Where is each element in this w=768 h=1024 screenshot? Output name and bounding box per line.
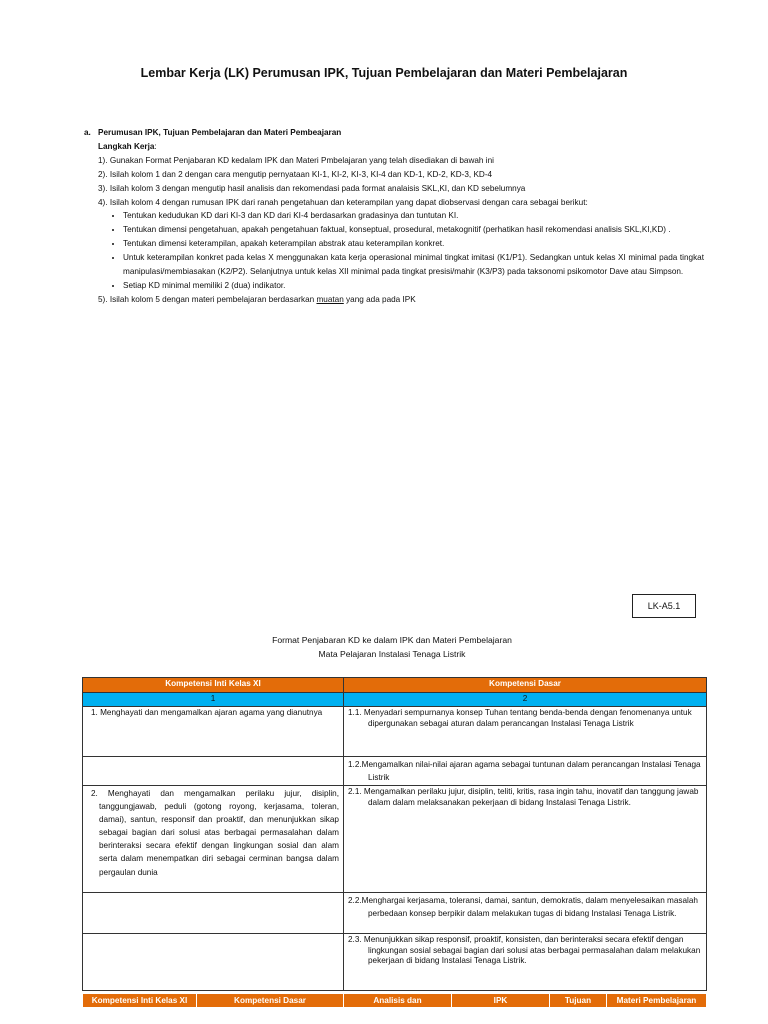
table-row	[83, 707, 707, 757]
bullet-item: • Tentukan dimensi pengetahuan, apakah pengetahuan faktual, konseptual, prosedural, metakognitif (perhatikan hasil rekomendasi analisis SKL,KI,KD) .	[123, 223, 704, 237]
bottom-header-ki: Kompetensi Inti Kelas XI	[83, 994, 197, 1008]
header-ki: Kompetensi Inti Kelas XI	[83, 678, 344, 693]
bullet-item: • Untuk keterampilan konkret pada kelas X menggunakan kata kerja operasional minimal tingkat imitasi (K1/P1). Sedangkan untuk kelas XI minimal pada tingkat manipulasi/membiasakan (K2/P2). Selanjutnya untuk kelas XII minimal pada tingkat presisi/mahir (K3/P3) pada taksonomi psikomotor Dave atau Simpson.	[123, 251, 704, 279]
format-title: Format Penjabaran KD ke dalam IPK dan Materi Pembelajaran	[272, 635, 512, 645]
step-5-underlined: muatan	[316, 294, 344, 304]
kd-text: 1.2.Mengamalkan nilai-nilai ajaran agama sebagai tuntunan dalam perancangan Instalasi Tenaga Listrik	[348, 760, 701, 782]
bottom-header-table	[82, 993, 707, 1008]
header-kd: Kompetensi Dasar	[344, 678, 707, 693]
bullet-item: • Tentukan kedudukan KD dari KI-3 dan KD dari KI-4 berdasarkan gradasinya dan tuntutan KI.	[123, 209, 704, 223]
kd-table	[82, 677, 707, 991]
column-number-2: 2	[344, 693, 707, 707]
bottom-header-analysis: Analisis dan	[344, 994, 452, 1008]
bottom-header-ipk: IPK	[452, 994, 550, 1008]
column-number-1: 1	[83, 693, 344, 707]
section-heading-text: Perumusan IPK, Tujuan Pembelajaran dan Materi Pembeajaran	[98, 128, 342, 137]
kd-cell	[344, 893, 707, 934]
bottom-header-row	[83, 994, 707, 1008]
kd-cell	[344, 786, 707, 893]
ki-cell	[83, 707, 344, 757]
step-5-text: 5). Isilah kolom 5 dengan materi pembelajaran berdasarkan	[98, 294, 317, 304]
bottom-header-materi: Materi Pembelajaran	[607, 994, 707, 1008]
section-heading	[84, 126, 704, 140]
kd-cell	[344, 934, 707, 991]
kd-text: 2.2.Menghargai kerjasama, toleransi, damai, santun, demokratis, dalam menyelesaikan masalah perbedaan konsep berpikir dalam melakukan tugas di bidang Instalasi Tenaga Listrik.	[348, 896, 698, 918]
kd-text: 2.1. Mengamalkan perilaku jujur, disiplin, teliti, kritis, rasa ingin tahu, inovatif dan tanggung jawab dalam dalam melaksanakan pekerjaan di bidang Instalasi Tenaga Listrik.	[348, 787, 699, 807]
ki-text: 1. Menghayati dan mengamalkan ajaran agama yang dianutnya	[91, 708, 323, 717]
column-number-row	[83, 693, 707, 707]
table-row	[83, 757, 707, 786]
bottom-header-kd: Kompetensi Dasar	[197, 994, 344, 1008]
format-subtitle: Mata Pelajaran Instalasi Tenaga Listrik	[318, 649, 466, 659]
step-2: 2). Isilah kolom 1 dan 2 dengan cara mengutip pernyataan KI-1, KI-2, KI-3, KI-4 dan KD-1, KD-2, KD-3, KD-4	[98, 169, 493, 179]
kd-text: 2.3. Menunjukkan sikap responsif, proaktif, konsisten, dan berinteraksi secara efektif dengan lingkungan sosial sebagai bagian dari solusi atas berbagai permasalahan dalam melakukan pekerjaan di bidang Instalasi Tenaga Listrik.	[348, 935, 701, 966]
page-title: Lembar Kerja (LK) Perumusan IPK, Tujuan Pembelajaran dan Materi Pembelajaran	[140, 66, 628, 80]
steps-subheading-colon: :	[154, 141, 157, 151]
step-3: 3). Isilah kolom 3 dengan mengutip hasil analisis dan rekomendasi pada format analaisis SKL,KI, dan KD sebelumnya	[98, 183, 526, 193]
lk-code-box: LK-A5.1	[632, 594, 696, 618]
kd-text: 1.1. Menyadari sempurnanya konsep Tuhan tentang benda-benda dengan fenomenanya untuk dipergunakan sebagai aturan dalam perancangan Instalasi Tenaga Listrik	[348, 708, 692, 728]
table-row	[83, 934, 707, 991]
ki-cell	[83, 893, 344, 934]
step-4-bullets	[84, 209, 704, 292]
step-4: 4). Isilah kolom 4 dengan rumusan IPK dari ranah pengetahuan dan keterampilan yang dapat diobservasi dengan cara sebagai berikut:	[98, 197, 588, 207]
step-1: 1). Gunakan Format Penjabaran KD kedalam IPK dan Materi Pmbelajaran yang telah disediakan di bawah ini	[98, 155, 494, 165]
table-header-row	[83, 678, 707, 693]
ki-cell	[83, 934, 344, 991]
ki-cell	[83, 786, 344, 893]
step-5-text-end: yang ada pada IPK	[343, 294, 416, 304]
kd-cell	[344, 707, 707, 757]
table-row	[83, 786, 707, 893]
steps-subheading-text: Langkah Kerja	[98, 141, 155, 151]
step-5	[84, 293, 704, 307]
steps-subheading	[84, 140, 704, 154]
ki-cell	[83, 757, 344, 786]
bullet-item: • Setiap KD minimal memiliki 2 (dua) indikator.	[123, 279, 704, 293]
kd-cell	[344, 757, 707, 786]
ki-text: 2. Menghayati dan mengamalkan perilaku jujur, disiplin, tanggungjawab, peduli (gotong royong, kerjasama, toleran, damai), santun, responsif dan proaktif, dan menunjukkan sikap sebagai bagian dari solusi atas berbagai permasalahan dalam berinteraksi secara efektif dengan lingkungan sosial dan alam serta dalam menempatkan diri sebagai cerminan bangsa dalam pergaulan dunia	[91, 789, 339, 877]
work-steps-section	[84, 126, 704, 307]
bottom-header-tujuan: Tujuan	[550, 994, 607, 1008]
bullet-item: • Tentukan dimensi keterampilan, apakah keterampilan abstrak atau keterampilan konkret.	[123, 237, 704, 251]
section-label: a.	[84, 128, 91, 137]
table-row	[83, 893, 707, 934]
